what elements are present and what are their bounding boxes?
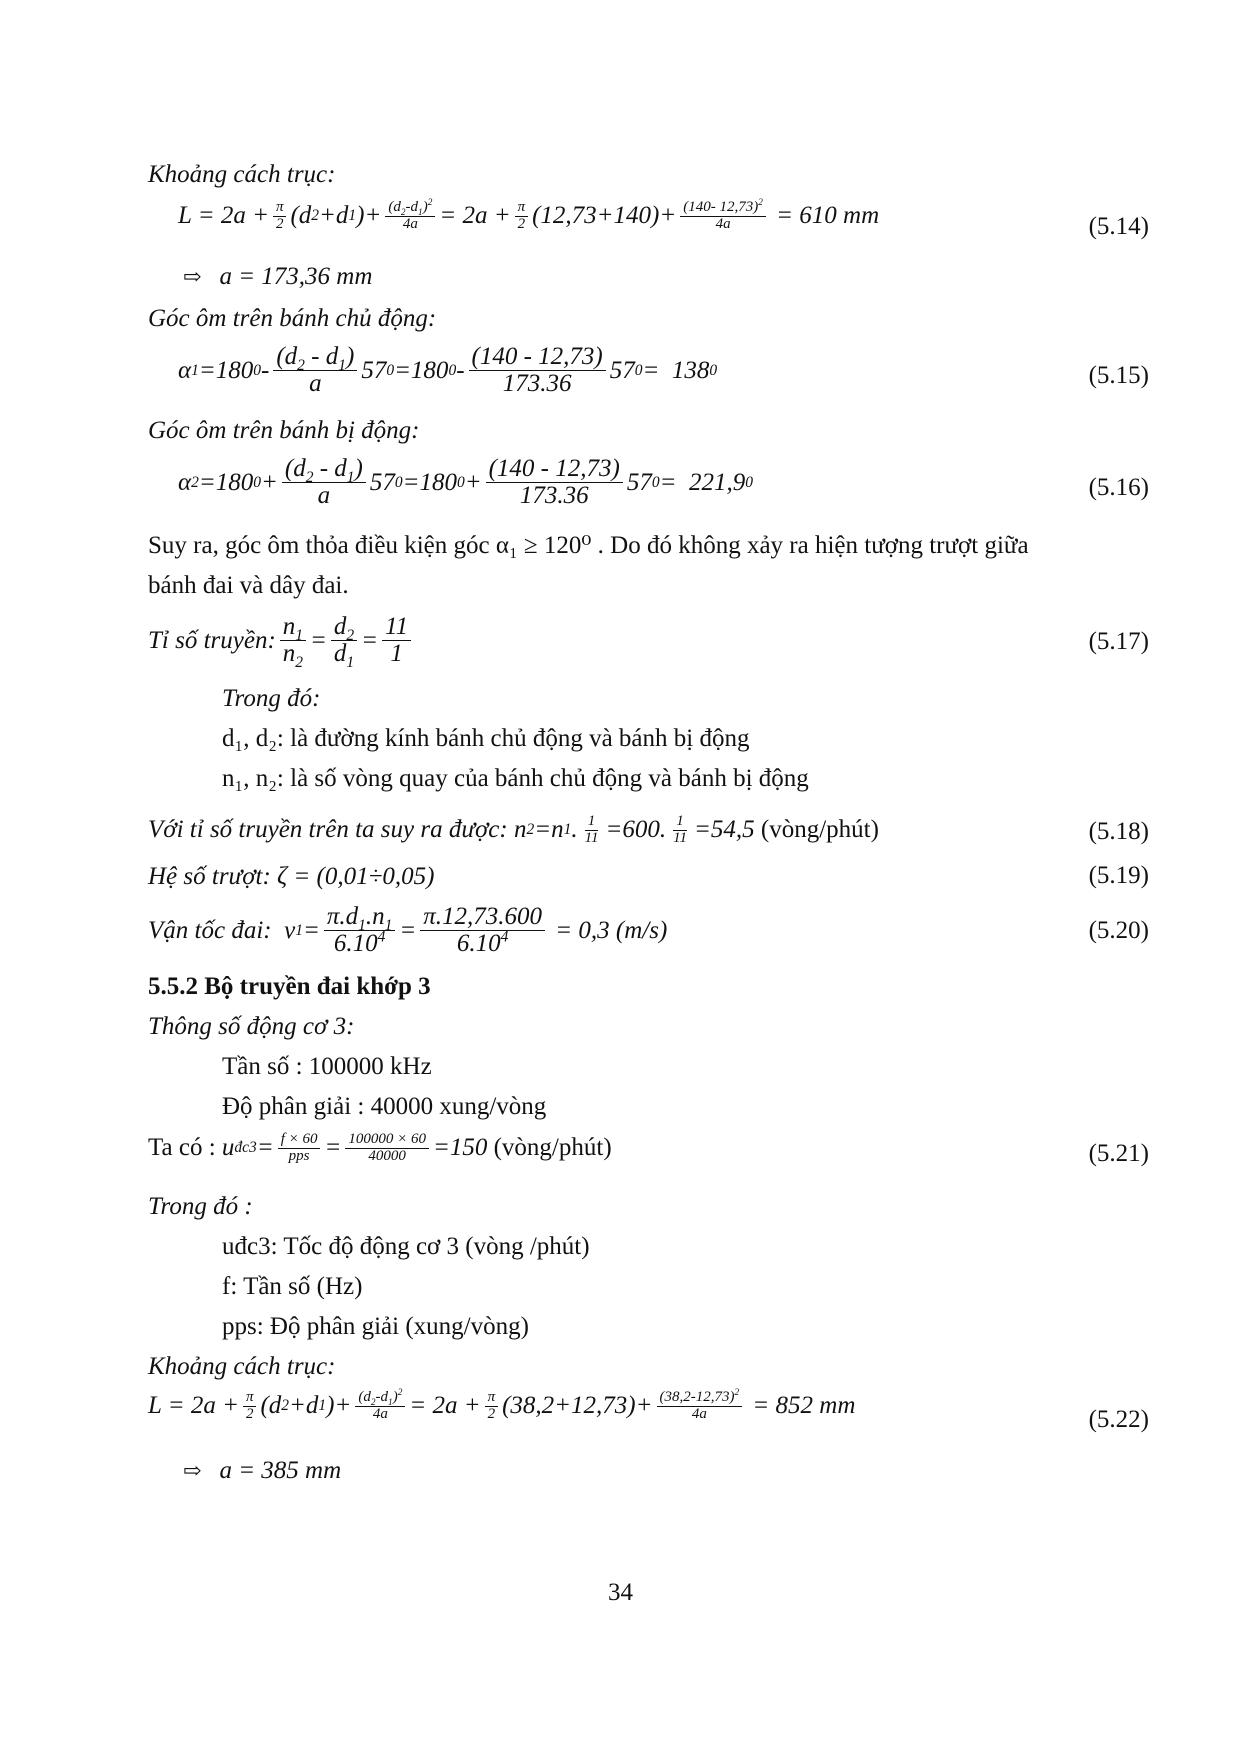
equation-5-21: Ta có : u đc3 = $\frac{f \times 60}{\text{pps}}$ = $\frac{100000 \times 60}{40000}$ =150 (vòng/phút) bbox=[148, 1131, 612, 1164]
equation-number-5-19: (5.19) bbox=[1088, 862, 1149, 889]
text-n1-n2: n₁, n₂: là số vòng quay của bánh chủ động và bánh bị động bbox=[222, 765, 809, 792]
equation-5-17: Tỉ số truyền: $\frac{n_1}{n_2}$ = $\frac{d_2}{d_1}$ = $\frac{11}{1}$ bbox=[148, 614, 415, 668]
text-d1-d2: d₁, d₂: là đường kính bánh chủ động và bánh bị động bbox=[222, 725, 750, 752]
equation-number-5-21: (5.21) bbox=[1088, 1140, 1149, 1167]
text-tan-so: Tần số : 100000 kHz bbox=[222, 1053, 432, 1080]
equation-5-15: α 1 =180 0 - $\frac{(d_2 - d_1)}{a}$ 57 0 =180 0 - $\frac{(140 - 12,73)}{173.36}$ 57 0 = 138 0 bbox=[178, 343, 718, 398]
equation-5-18: Với tỉ số truyền trên ta suy ra được: n 2 =n 1 . $\frac{1}{11}$ =600. $\frac{1}{11}$ =54,5 (vòng/phút) bbox=[148, 813, 879, 846]
result-a-173: ⇨ a = 173,36 mm bbox=[183, 263, 373, 290]
equation-number-5-16: (5.16) bbox=[1088, 474, 1149, 501]
equation-number-5-17: (5.17) bbox=[1088, 628, 1149, 655]
equation-number-5-15: (5.15) bbox=[1088, 362, 1149, 389]
section-heading-5-5-2: 5.5.2 Bộ truyền đai khớp 3 bbox=[148, 973, 431, 1000]
equation-5-18-unit: (vòng/phút) bbox=[760, 816, 879, 844]
text-trong-do: Trong đó: bbox=[222, 685, 321, 712]
equation-5-17-label: Tỉ số truyền: bbox=[148, 626, 276, 654]
equation-5-21-label: Ta có : bbox=[148, 1134, 216, 1162]
text-goc-om-bi-dong: Góc ôm trên bánh bị động: bbox=[148, 417, 420, 444]
equation-5-14-result: = 610 mm bbox=[776, 202, 880, 230]
arrow-right-icon: ⇨ bbox=[183, 264, 202, 289]
equation-5-20-result: = 0,3 (m/s) bbox=[555, 916, 668, 944]
text-goc-om-chu-dong: Góc ôm trên bánh chủ động: bbox=[148, 305, 437, 332]
equation-5-16: α 2 =180 0 + $\frac{(d_2 - d_1)}{a}$ 57 0 =180 0 + $\frac{(140 - 12,73)}{173.36}$ 57 0 = 221,9 0 bbox=[178, 455, 753, 510]
equation-number-5-14: (5.14) bbox=[1088, 213, 1149, 240]
arrow-right-icon: ⇨ bbox=[183, 1458, 202, 1483]
text-trong-do-2: Trong đó : bbox=[148, 1193, 253, 1220]
equation-5-14: L = 2a + $\frac{\pi}{2}$ (d 2 +d 1 )+ $\frac{(d_2-d_1)^2}{4a}$ = 2a + $\frac{\pi}{2}$ (12,73+140)+ $\frac{(140- 12,73)^2}{4a}$ = 610 mm bbox=[178, 198, 880, 232]
text-pps: pps: Độ phân giải (xung/vòng) bbox=[222, 1313, 529, 1340]
equation-5-20: Vận tốc đai: v 1 = $\frac{\pi.d_1.n_1}{6.10^4}$ = $\frac{\pi.12,73.600}{6.10^4}$ = 0,3 (m/s) bbox=[148, 903, 668, 958]
page-number: 34 bbox=[608, 1579, 633, 1606]
text-khoang-cach-truc: Khoảng cách trục: bbox=[148, 161, 336, 188]
equation-number-5-22: (5.22) bbox=[1088, 1406, 1149, 1433]
equation-5-21-unit: (vòng/phút) bbox=[493, 1134, 612, 1162]
equation-5-18-label: Với tỉ số truyền trên ta suy ra được: bbox=[148, 816, 508, 844]
text-do-phan-giai: Độ phân giải : 40000 xung/vòng bbox=[222, 1093, 547, 1120]
paragraph-line-1: Suy ra, góc ôm thỏa điều kiện góc α₁ ≥ 120⁰ . Do đó không xảy ra hiện tượng trượt giữa bbox=[148, 532, 1029, 559]
text-khoang-cach-truc-2: Khoảng cách trục: bbox=[148, 1353, 336, 1380]
equation-5-16-result: 221,9 bbox=[688, 468, 746, 496]
equation-number-5-20: (5.20) bbox=[1088, 917, 1149, 944]
text-u-dc3: uđc3: Tốc độ động cơ 3 (vòng /phút) bbox=[222, 1233, 590, 1260]
text-f-tan-so: f: Tần số (Hz) bbox=[222, 1273, 363, 1300]
paragraph-line-2: bánh đai và dây đai. bbox=[148, 572, 349, 599]
equation-5-15-result: 138 bbox=[671, 356, 710, 384]
equation-5-20-label: Vận tốc đai: bbox=[148, 916, 272, 944]
equation-5-19: Hệ số trượt: ζ = (0,01÷0,05) bbox=[148, 863, 435, 890]
text-thong-so-dong-co: Thông số động cơ 3: bbox=[148, 1013, 355, 1040]
equation-5-22-result: = 852 mm bbox=[752, 1392, 856, 1420]
equation-number-5-18: (5.18) bbox=[1088, 818, 1149, 845]
equation-5-22: L = 2a + $\frac{\pi}{2}$ (d 2 +d 1 )+ $\frac{(d_2-d_1)^2}{4a}$ = 2a + $\frac{\pi}{2}$ (38,2+12,73)+ $\frac{(38,2-12,73)^2}{4a}$ = 852 mm bbox=[148, 1388, 856, 1422]
result-a-385: ⇨ a = 385 mm bbox=[183, 1457, 342, 1484]
